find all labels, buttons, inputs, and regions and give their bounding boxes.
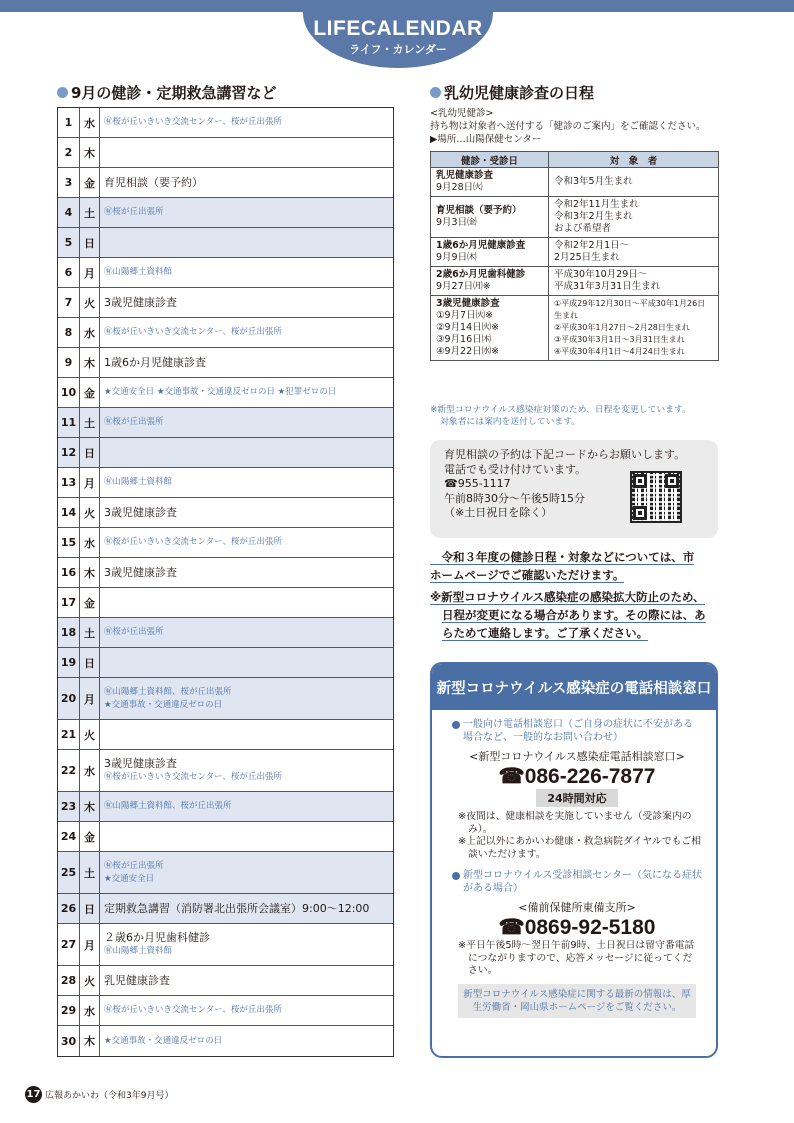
weekday: 土	[80, 618, 100, 647]
day-number: 28	[58, 966, 80, 995]
event-main: 3歳児健康診査	[104, 505, 177, 519]
day-number: 17	[58, 588, 80, 617]
consult-center-phone[interactable]: ☎0869-92-5180	[498, 916, 656, 939]
target-cell	[549, 197, 719, 238]
calendar-row	[58, 108, 393, 138]
day-events	[100, 750, 393, 791]
weekday: 日	[80, 648, 100, 677]
checkup-name: 3歳児健康診査	[436, 298, 500, 309]
general-hotline-desc: 一般向け電話相談窓口（ご自身の症状に不安がある場合など、一般的なお問い合わせ）	[463, 719, 693, 743]
change-line: 日程が変更になる場合があります。その際には、あ	[442, 608, 706, 622]
day-events	[100, 822, 393, 851]
event-sub: ㊒桜が丘出張所	[104, 207, 164, 217]
target-cell	[549, 296, 719, 361]
schedule-row	[431, 168, 719, 197]
day-events	[100, 228, 393, 257]
weekday: 木	[80, 1026, 100, 1056]
hotline-note: ※上記以外にあかいわ健康・救急病院ダイヤルでもご相談いただけます。	[458, 836, 702, 860]
target-line: 令和3年5月生まれ	[554, 176, 633, 187]
day-number: 8	[58, 318, 80, 347]
schedule-row	[431, 238, 719, 267]
event-sub: ★交通安全日 ★交通事故・交通違反ゼロの日 ★犯罪ゼロの日	[104, 387, 337, 397]
schedule-change-info	[430, 588, 722, 642]
bullet-icon	[452, 721, 460, 729]
day-number: 2	[58, 138, 80, 167]
event-sub: ㊒山陽郷土資料館	[104, 267, 173, 277]
target-line: 2月25日生まれ	[554, 252, 620, 263]
day-events	[100, 528, 393, 557]
day-events	[100, 378, 393, 407]
calendar-row	[58, 618, 393, 648]
checkup-date: ②9月14日㈫※	[436, 322, 500, 333]
calendar-row	[58, 258, 393, 288]
schedule-row	[431, 197, 719, 238]
resv-phone: ☎955-1117	[444, 477, 511, 490]
checkup-date-cell	[431, 168, 549, 197]
page-footer	[25, 1086, 173, 1103]
day-number: 3	[58, 168, 80, 197]
calendar-row	[58, 894, 393, 924]
event-main: 乳児健康診査	[104, 973, 170, 987]
calendar-row	[58, 468, 393, 498]
weekday: 木	[80, 558, 100, 587]
weekday: 水	[80, 108, 100, 137]
event-sub: ★交通安全日	[104, 873, 155, 884]
calendar-row	[58, 138, 393, 168]
calendar-row	[58, 528, 393, 558]
checkup-date: 9月27日㈪※	[436, 281, 491, 292]
event-sub: ㊒桜が丘いきいき交流センター、桜が丘出張所	[104, 772, 282, 782]
checkup-intro	[430, 107, 720, 146]
day-events	[100, 966, 393, 995]
consult-center-heading	[452, 869, 702, 895]
change-line: らためて連絡します。ご了承ください。	[442, 626, 649, 640]
calendar-row	[58, 498, 393, 528]
calendar-row	[58, 678, 393, 720]
day-events	[100, 258, 393, 287]
day-events	[100, 618, 393, 647]
weekday: 木	[80, 792, 100, 821]
page-number: 17	[25, 1086, 42, 1103]
day-events	[100, 288, 393, 317]
weekday: 月	[80, 468, 100, 497]
schedule-row	[431, 267, 719, 296]
day-number: 16	[58, 558, 80, 587]
calendar-row	[58, 792, 393, 822]
checkup-date: 9月9日㈭	[436, 252, 477, 263]
checkup-date-cell	[431, 197, 549, 238]
target-line: ③平成30年3月1日〜3月31日生まれ	[554, 335, 685, 344]
intro-items: 持ち物は対象者へ送付する「健診のご案内」をご確認ください。	[430, 121, 706, 132]
day-number: 23	[58, 792, 80, 821]
day-number: 25	[58, 852, 80, 893]
bullet-icon	[452, 872, 460, 880]
target-line: 令和3年2月生まれ	[554, 211, 633, 222]
note-line: ※新型コロナウイルス感染症対策のため、日程を変更しています。	[430, 405, 691, 415]
event-main: 3歳児健康診査	[104, 295, 177, 309]
calendar-row	[58, 588, 393, 618]
day-number: 18	[58, 618, 80, 647]
corona-hotline-box	[430, 662, 718, 1058]
day-number: 4	[58, 198, 80, 227]
reservation-box	[430, 440, 718, 538]
day-events	[100, 996, 393, 1025]
day-events	[100, 720, 393, 749]
intro-label: <乳幼児健診>	[430, 108, 494, 119]
day-number: 29	[58, 996, 80, 1025]
schedule-row	[431, 296, 719, 361]
day-events	[100, 678, 393, 719]
resv-line: 電話でも受け付けています。	[444, 462, 587, 476]
weekday: 火	[80, 720, 100, 749]
day-events	[100, 318, 393, 347]
day-events	[100, 498, 393, 527]
calendar-row	[58, 348, 393, 378]
general-hotline-phone[interactable]: ☎086-226-7877	[498, 765, 656, 788]
resv-hours: 午前8時30分〜午後5時15分	[444, 491, 585, 505]
day-events	[100, 408, 393, 437]
schedule-note	[430, 404, 722, 428]
checkup-date: ①9月7日㈫※	[436, 310, 494, 321]
calendar-row	[58, 438, 393, 468]
weekday: 火	[80, 498, 100, 527]
weekday: 火	[80, 966, 100, 995]
calendar-row	[58, 648, 393, 678]
bullet-icon	[57, 87, 68, 98]
weekday: 金	[80, 168, 100, 197]
day-number: 1	[58, 108, 80, 137]
weekday: 水	[80, 528, 100, 557]
day-number: 24	[58, 822, 80, 851]
checkup-heading	[430, 82, 594, 103]
calendar-row	[58, 924, 393, 966]
event-sub: ㊒桜が丘出張所	[104, 417, 164, 427]
day-number: 14	[58, 498, 80, 527]
day-number: 30	[58, 1026, 80, 1056]
day-number: 9	[58, 348, 80, 377]
day-number: 19	[58, 648, 80, 677]
calendar-row	[58, 408, 393, 438]
general-hotline-heading	[452, 718, 702, 744]
day-events	[100, 348, 393, 377]
day-events	[100, 894, 393, 923]
hours-badge: 24時間対応	[536, 789, 618, 807]
calendar-row	[58, 720, 393, 750]
intro-place: ▶場所…山陽保健センター	[430, 134, 542, 145]
checkup-name: 乳児健康診査	[436, 170, 494, 181]
change-line: ※新型コロナウイルス感染症の感染拡大防止のため、	[430, 590, 705, 604]
event-main: 定期救急講習（消防署北出張所会議室）9:00〜12:00	[104, 901, 370, 915]
weekday: 金	[80, 588, 100, 617]
day-number: 11	[58, 408, 80, 437]
day-events	[100, 924, 393, 965]
section-badge	[303, 0, 493, 68]
general-hotline-name: <新型コロナウイルス感染症電話相談窓口>	[469, 750, 685, 763]
target-cell	[549, 168, 719, 197]
weekday: 土	[80, 198, 100, 227]
badge-subtitle: ライフ・カレンダー	[349, 43, 447, 56]
target-cell	[549, 267, 719, 296]
weekday: 月	[80, 924, 100, 965]
calendar-row	[58, 198, 393, 228]
event-sub: ㊒山陽郷土資料館、桜が丘出張所	[104, 686, 232, 697]
weekday: 木	[80, 348, 100, 377]
day-events	[100, 468, 393, 497]
weekday: 金	[80, 378, 100, 407]
day-events	[100, 588, 393, 617]
checkup-name: 1歳6か月児健康診査	[436, 240, 526, 251]
col-header-target: 対 象 者	[549, 152, 719, 168]
checkup-date-cell	[431, 267, 549, 296]
day-number: 26	[58, 894, 80, 923]
weekday: 日	[80, 228, 100, 257]
calendar-row	[58, 852, 393, 894]
event-sub: ㊒山陽郷土資料館	[104, 477, 173, 487]
day-number: 10	[58, 378, 80, 407]
weekday: 日	[80, 894, 100, 923]
weekday: 火	[80, 288, 100, 317]
consult-center-name: <備前保健所東備支所>	[518, 901, 636, 914]
calendar-table	[57, 107, 394, 1057]
event-sub: ㊒山陽郷土資料館、桜が丘出張所	[104, 801, 232, 811]
event-sub: ㊒桜が丘出張所	[104, 627, 164, 637]
event-sub: ㊒桜が丘いきいき交流センター、桜が丘出張所	[104, 537, 282, 547]
publication-name: 広報あかいわ（令和3年9月号）	[45, 1091, 174, 1101]
weekday: 水	[80, 750, 100, 791]
bullet-icon	[430, 87, 441, 98]
checkup-date: 9月3日㈮	[436, 217, 477, 228]
calendar-row	[58, 822, 393, 852]
hotline-note: ※夜間は、健康相談を実施していません（受診案内のみ）。	[458, 811, 692, 835]
consult-center-desc: 新型コロナウイルス受診相談センター（気になる症状がある場合）	[463, 870, 702, 894]
col-header-date: 健診・受診日	[431, 152, 549, 168]
badge-title: LIFECALENDAR	[313, 17, 483, 40]
calendar-row	[58, 558, 393, 588]
checkup-date: ④9月22日㈬※	[436, 346, 500, 357]
calendar-row	[58, 378, 393, 408]
event-sub: ㊒山陽郷土資料館	[104, 946, 173, 956]
day-number: 22	[58, 750, 80, 791]
day-events	[100, 792, 393, 821]
day-events	[100, 558, 393, 587]
event-sub: ★交通事故・交通違反ゼロの日	[104, 699, 223, 710]
calendar-row	[58, 288, 393, 318]
calendar-row	[58, 966, 393, 996]
event-main: 3歳児健康診査	[104, 757, 177, 770]
day-number: 6	[58, 258, 80, 287]
calendar-row	[58, 318, 393, 348]
resv-exclude: （※土日祝日を除く）	[444, 506, 553, 519]
weekday: 月	[80, 678, 100, 719]
checkup-name: 2歳6か月児歯科健診	[436, 269, 526, 280]
corona-title: 新型コロナウイルス感染症の電話相談窓口	[432, 664, 716, 710]
target-line: 令和2年11月生まれ	[554, 199, 639, 210]
target-line: 令和2年2月1日〜	[554, 240, 630, 251]
weekday: 月	[80, 258, 100, 287]
weekday: 木	[80, 138, 100, 167]
consult-center-note: ※平日午後5時〜翌日午前9時、土日祝日は留守番電話につながりますので、応答メッセージに従ってください。	[458, 940, 695, 976]
calendar-heading	[57, 82, 276, 103]
day-number: 7	[58, 288, 80, 317]
target-line: ②平成30年1月27日〜2月28日生まれ	[554, 323, 690, 332]
checkup-date: 9月28日㈫	[436, 182, 483, 193]
event-sub: ★交通事故・交通違反ゼロの日	[104, 1035, 223, 1046]
note-line: 対象者には案内を送付しています。	[440, 417, 581, 427]
weekday: 水	[80, 318, 100, 347]
day-number: 27	[58, 924, 80, 965]
checkup-date-cell	[431, 296, 549, 361]
checkup-title: 乳幼児健康診査の日程	[444, 84, 595, 102]
target-line: および希望者	[554, 223, 612, 234]
target-line: ④平成30年4月1日〜4月24日生まれ	[554, 347, 685, 356]
calendar-row	[58, 1026, 393, 1056]
calendar-row	[58, 996, 393, 1026]
day-number: 12	[58, 438, 80, 467]
day-number: 15	[58, 528, 80, 557]
event-main: 1歳6か月児健康診査	[104, 355, 206, 369]
hp-line: ホームページでご確認いただけます。	[430, 568, 625, 582]
day-events	[100, 138, 393, 167]
calendar-row	[58, 168, 393, 198]
hp-line: 令和３年度の健診日程・対象などについては、市	[430, 550, 695, 564]
day-number: 20	[58, 678, 80, 719]
checkup-name: 育児相談（要予約）	[436, 205, 522, 216]
day-number: 13	[58, 468, 80, 497]
calendar-title: 9月の健診・定期救急講習など	[71, 84, 277, 102]
resv-line: 育児相談の予約は下記コードからお願いします。	[444, 448, 686, 461]
target-line: 平成30年10月29日〜	[554, 269, 648, 280]
day-events	[100, 648, 393, 677]
weekday: 土	[80, 852, 100, 893]
weekday: 金	[80, 822, 100, 851]
day-number: 5	[58, 228, 80, 257]
event-main: 育児相談（要予約）	[104, 175, 203, 189]
target-line: ①平成29年12月30日〜平成30年1月26日生まれ	[554, 299, 706, 320]
event-sub: ㊒桜が丘いきいき交流センター、桜が丘出張所	[104, 117, 282, 127]
day-events	[100, 438, 393, 467]
day-events	[100, 1026, 393, 1056]
event-sub: ㊒桜が丘いきいき交流センター、桜が丘出張所	[104, 327, 282, 337]
day-events	[100, 108, 393, 137]
day-events	[100, 852, 393, 893]
day-events	[100, 168, 393, 197]
latest-info-note: 新型コロナウイルス感染症に関する最新の情報は、厚生労働省・岡山県ホームページをご覧ください。	[458, 984, 696, 1018]
checkup-date: ③9月16日㈭	[436, 334, 492, 345]
qr-code-icon[interactable]	[630, 471, 682, 523]
day-events	[100, 198, 393, 227]
checkup-schedule-table	[430, 151, 719, 361]
weekday: 水	[80, 996, 100, 1025]
event-main: ２歳6か月児歯科健診	[104, 931, 210, 944]
weekday: 日	[80, 438, 100, 467]
event-main: 3歳児健康診査	[104, 565, 177, 579]
calendar-row	[58, 750, 393, 792]
target-cell	[549, 238, 719, 267]
event-sub: ㊒桜が丘出張所	[104, 860, 164, 871]
day-number: 21	[58, 720, 80, 749]
checkup-date-cell	[431, 238, 549, 267]
target-line: 平成31年3月31日生まれ	[554, 281, 661, 292]
homepage-info	[430, 548, 722, 584]
calendar-row	[58, 228, 393, 258]
weekday: 土	[80, 408, 100, 437]
event-sub: ㊒桜が丘いきいき交流センター、桜が丘出張所	[104, 1005, 282, 1015]
